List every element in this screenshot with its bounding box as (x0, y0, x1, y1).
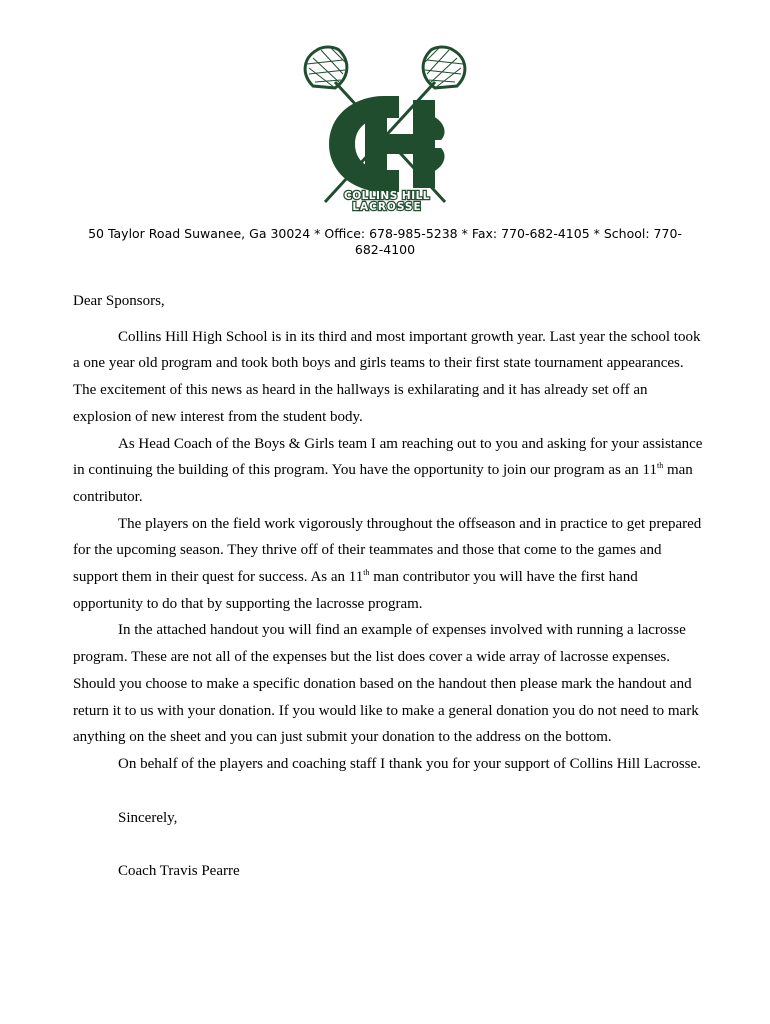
paragraph-2-text-a: As Head Coach of the Boys & Girls team I am reaching out to you and asking for your assistance in continuing the building of this program. You have the opportunity to join our program as an 11 (73, 435, 703, 479)
svg-text:LACROSSE: LACROSSE (352, 201, 422, 213)
signature-name: Coach Travis Pearre (118, 863, 240, 880)
svg-text:COLLINS HILL: COLLINS HILL (343, 190, 431, 202)
address-line: 50 Taylor Road Suwanee, Ga 30024 * Office: 678-985-5238 * Fax: 770-682-4105 * School: 770-682-4100 (88, 226, 682, 257)
closing: Sincerely, (118, 809, 178, 826)
paragraph-3-ordinal: th (363, 568, 370, 578)
logo-wordmark (344, 190, 430, 213)
letter-body (73, 288, 703, 885)
ch-monogram (329, 96, 445, 192)
paragraph-4: In the attached handout you will find an example of expenses involved with running a lacrosse program. These are not all of the expenses but the list does cover a wide array of lacrosse expenses. Should you choose to make a specific donation based on the handout then please mark the handout and return it to us with your donation. If you would like to make a general donation you do not need to mark anything on the sheet and you can just submit your donation to the address on the bottom. (73, 622, 699, 746)
paragraph-1: Collins Hill High School is in its third and most important growth year. Last year the school took a one year old program and took both boys and girls teams to their first state tournament appearances. The excitement of this news as heard in the hallways is exhilarating and it has already set off an explosion of new interest from the student body. (73, 328, 701, 425)
paragraph-3-text-a: The players on the field work vigorously throughout the offseason and in practice to get prepared for the upcoming season. They thrive off of their teammates and those that come to the games and support them in their quest for success. As an 11 (73, 515, 702, 586)
left-stick-head (305, 47, 347, 88)
salutation: Dear Sponsors, (73, 293, 165, 309)
right-stick-head (423, 47, 465, 88)
paragraph-2-ordinal: th (656, 461, 664, 471)
paragraph-2 (73, 431, 703, 511)
paragraph-3-text-b: man contributor you will have the first hand opportunity to do that by supporting the lacrosse program. (73, 569, 638, 612)
paragraph-5: On behalf of the players and coaching staff I thank you for your support of Collins Hill Lacrosse. (118, 755, 701, 772)
lacrosse-logo (295, 44, 475, 216)
paragraph-2-text-b: man contributor. (73, 462, 693, 505)
paragraph-3 (73, 511, 703, 618)
